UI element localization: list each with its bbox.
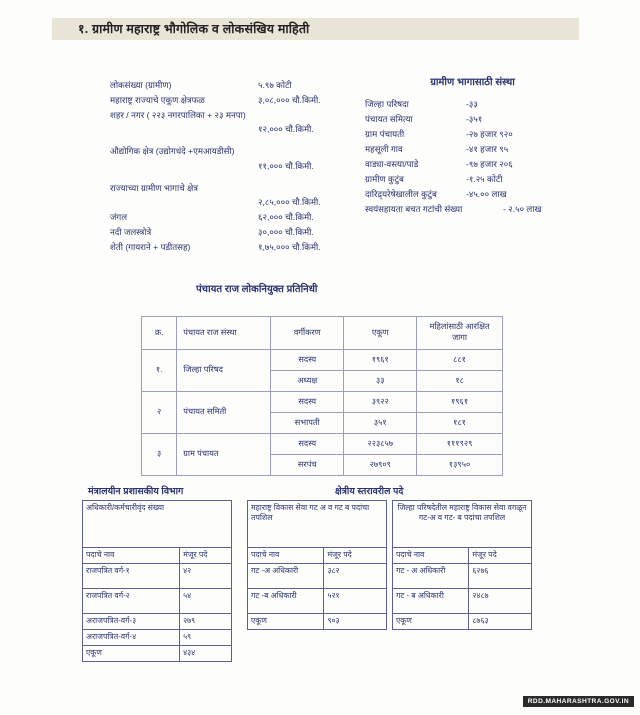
- stat-row: [110, 146, 360, 158]
- source-watermark: RDD.MAHARASHTRA.GOV.IN: [523, 696, 634, 707]
- column-header-post: पदाचे नाव: [248, 548, 324, 564]
- column-header-sanctioned: मंजूर पदे: [324, 548, 387, 564]
- cell-category: सदस्य: [271, 392, 344, 413]
- cell-total: १९६१: [344, 350, 417, 371]
- table-row: [142, 434, 503, 455]
- stat-label: औद्योगिक क्षेत्र (उद्योगधंदे +एमआयडीसी): [110, 146, 235, 157]
- cell-category: सरपंच: [271, 455, 344, 476]
- cell-post: राजपत्रित वर्ग-१: [83, 564, 180, 589]
- institution-value: -४१ हजार ९५: [466, 143, 509, 154]
- cell-post: गट -अ अधिकारी: [248, 564, 324, 589]
- stat-row: [110, 212, 360, 224]
- stat-label: महाराष्ट्र राज्याचे एकूण क्षेत्रफळ: [110, 94, 205, 105]
- institution-label: ग्रामीण कुटुंब: [365, 173, 404, 184]
- institution-value: -४५.०० लाख: [466, 188, 507, 199]
- stat-label: राज्याच्या ग्रामीण भागाचे क्षेत्र: [110, 182, 198, 193]
- column-header-serial: क्र.: [142, 317, 177, 350]
- column-header-sanctioned: मंजूर पदे: [469, 548, 532, 564]
- stat-label: लोकसंख्या (ग्रामीण): [110, 80, 172, 90]
- cell-post: एकूण: [83, 646, 180, 662]
- institution-row: [365, 159, 615, 171]
- table-subheader-row: [248, 501, 387, 548]
- institution-row: [365, 204, 615, 216]
- cell-serial: १.: [142, 350, 177, 392]
- stat-row: [110, 242, 360, 254]
- stat-value: २,८५,००० चौ.किमी.: [258, 197, 321, 208]
- institution-value: - २.५० लाख: [503, 203, 542, 214]
- ministry-dept-heading: मंत्रालयीन प्रशासकीय विभाग: [88, 485, 184, 496]
- stat-row: [110, 227, 360, 239]
- cell-post: राजपत्रित वर्ग-२: [83, 589, 180, 614]
- cell-post: एकूण: [393, 614, 469, 630]
- stat-row: [110, 95, 360, 107]
- institution-label: जिल्हा परिषदा: [365, 99, 409, 109]
- cell-sanctioned: २४८७: [469, 589, 532, 614]
- stat-label: शेती (गायराने + पडीतसह): [110, 241, 191, 252]
- cell-women-reserved: १११९२९: [417, 434, 503, 455]
- cell-sanctioned: ५४: [180, 589, 232, 614]
- table-subheader-row: [393, 501, 532, 548]
- page-title: १. ग्रामीण महाराष्ट्र भौगोलिक व लोकसंखिय माहिती: [78, 22, 310, 36]
- panchayat-raj-table: [141, 316, 503, 476]
- cell-total: ३३: [344, 371, 417, 392]
- institution-label: दारिद्र्यरेषेखालील कुटुंब: [365, 188, 437, 199]
- table-header-row: [142, 317, 503, 350]
- cell-category: सदस्य: [271, 350, 344, 371]
- stat-value: ३०,००० चौ.किमी.: [258, 227, 314, 238]
- column-header-total: एकूण: [344, 317, 417, 350]
- panchayat-raj-heading: पंचायत राज लोकनियुक्त प्रतिनिधी: [196, 284, 318, 295]
- stat-label: जंगल: [110, 212, 128, 223]
- cell-post: अराजपत्रित-वर्ग-४: [83, 630, 180, 646]
- cell-women-reserved: १३९५०: [417, 455, 503, 476]
- cell-post: एकूण: [248, 614, 324, 630]
- cell-women-reserved: १८१: [417, 413, 503, 434]
- stat-value: ६२,००० चौ.किमी.: [258, 212, 314, 223]
- table-row: [83, 614, 232, 630]
- table-row: [142, 350, 503, 371]
- table-row: [83, 564, 232, 589]
- cell-women-reserved: १८: [417, 371, 503, 392]
- cell-post: गट -ब अधिकारी: [248, 589, 324, 614]
- table-row: [393, 614, 532, 630]
- cell-sanctioned: ८७६३: [469, 614, 532, 630]
- table-header-row: [393, 548, 532, 564]
- stat-value: ५.९७ कोटी: [258, 80, 292, 90]
- institution-value: -३३: [466, 99, 478, 109]
- table-row: [393, 564, 532, 589]
- ministry-dept-table: [82, 500, 232, 662]
- table-row: [142, 392, 503, 413]
- district-council-posts-table: [392, 500, 532, 630]
- institution-row: [365, 144, 615, 156]
- institution-row: [365, 129, 615, 141]
- table-header-row: [83, 548, 232, 564]
- cell-category: सभापती: [271, 413, 344, 434]
- table-row: [83, 589, 232, 614]
- rural-institutions-title: ग्रामीण भागासाठी संस्था: [430, 77, 515, 88]
- cell-total: ३५१: [344, 413, 417, 434]
- cell-sanctioned: ४२: [180, 564, 232, 589]
- stat-value: ३,०८,००० चौ.किमी.: [258, 94, 321, 105]
- institution-label: महसूली गाव: [365, 143, 403, 154]
- geographic-stats-block: [110, 80, 360, 257]
- institution-value: -९७ हजार २०६: [466, 158, 513, 169]
- institution-value: -१.२५ कोटी: [466, 173, 503, 184]
- institution-label: वाड्या-वस्त्या/पाडे: [365, 158, 419, 169]
- stat-value: १२,००० चौ.किमी.: [258, 124, 314, 135]
- cell-sanctioned: २७९: [180, 614, 232, 630]
- column-header-institution: पंचायत राज संस्था: [177, 317, 271, 350]
- stat-row: [110, 110, 360, 122]
- cell-institution: जिल्हा परिषद: [177, 350, 271, 392]
- cell-total: २७९०९: [344, 455, 417, 476]
- cell-post: गट - ब अधिकारी: [393, 589, 469, 614]
- stat-value: ११,००० चौ.किमी.: [258, 160, 314, 171]
- field-level-posts-heading: क्षेत्रीय स्तरावरील पदे: [335, 485, 404, 496]
- rural-institutions-block: [365, 74, 615, 219]
- column-header-women-reserved: महिलांसाठी आरक्षित जागा: [417, 317, 503, 350]
- institution-row: [365, 114, 615, 126]
- table-subheader-row: [83, 501, 232, 548]
- column-header-category: वर्गीकरण: [271, 317, 344, 350]
- institution-label: स्वयंसहायता बचत गटांची संख्या: [365, 203, 463, 214]
- column-header-post: पदाचे नाव: [83, 548, 180, 564]
- cell-total: २२३८५७: [344, 434, 417, 455]
- stat-label: शहर / नगर ( २२३ नगरपालिका + २३ मनपा): [110, 109, 246, 120]
- cell-sanctioned: ४३४: [180, 646, 232, 662]
- cell-institution: पंचायत समिती: [177, 392, 271, 434]
- cell-women-reserved: ८८१: [417, 350, 503, 371]
- institution-row: [365, 99, 615, 111]
- table-row: [248, 614, 387, 630]
- cell-sanctioned: ५२१: [324, 589, 387, 614]
- cell-serial: ३: [142, 434, 177, 476]
- cell-serial: २: [142, 392, 177, 434]
- table-row: [393, 589, 532, 614]
- district-council-subheader: जिल्हा परिषदेतील महाराष्ट्र विकास सेवा वगळून गट-अ व गट- ब पदांचा तपशिल: [393, 501, 532, 548]
- column-header-post: पदाचे नाव: [393, 548, 469, 564]
- institution-value: -२७ हजार ९२०: [466, 128, 513, 139]
- column-header-sanctioned: मंजूर पदे: [180, 548, 232, 564]
- cell-sanctioned: ९०३: [324, 614, 387, 630]
- table-row: [83, 630, 232, 646]
- ministry-subheader: अधिकारी/कर्मचारीवृंद संख्या: [83, 501, 232, 548]
- stat-row: [110, 183, 360, 195]
- institution-row: [365, 174, 615, 186]
- cell-sanctioned: ३८२: [324, 564, 387, 589]
- table-row: [248, 589, 387, 614]
- cell-institution: ग्राम पंचायत: [177, 434, 271, 476]
- cell-sanctioned: ६२७६: [469, 564, 532, 589]
- stat-row: [110, 80, 360, 92]
- cell-post: अराजपत्रित-वर्ग-३: [83, 614, 180, 630]
- stat-label: नदी जलस्त्रोत्रे: [110, 227, 152, 238]
- cell-women-reserved: १९६१: [417, 392, 503, 413]
- table-row: [83, 646, 232, 662]
- table-header-row: [248, 548, 387, 564]
- institution-label: ग्राम पंचायती: [365, 128, 405, 139]
- cell-sanctioned: ५९: [180, 630, 232, 646]
- cell-total: ३९२२: [344, 392, 417, 413]
- stat-value: १,७५,००० चौ.किमी.: [258, 241, 321, 252]
- cell-post: गट - अ अधिकारी: [393, 564, 469, 589]
- cell-category: अध्यक्ष: [271, 371, 344, 392]
- institution-value: -३५१: [466, 113, 483, 124]
- institution-label: पंचायत समित्या: [365, 113, 413, 124]
- cell-category: सदस्य: [271, 434, 344, 455]
- institution-row: [365, 189, 615, 201]
- dev-service-posts-table: [247, 500, 387, 630]
- dev-service-subheader: महाराष्ट्र विकास सेवा गट अ व गट ब पदांचा तपशिल: [248, 501, 387, 548]
- table-row: [248, 564, 387, 589]
